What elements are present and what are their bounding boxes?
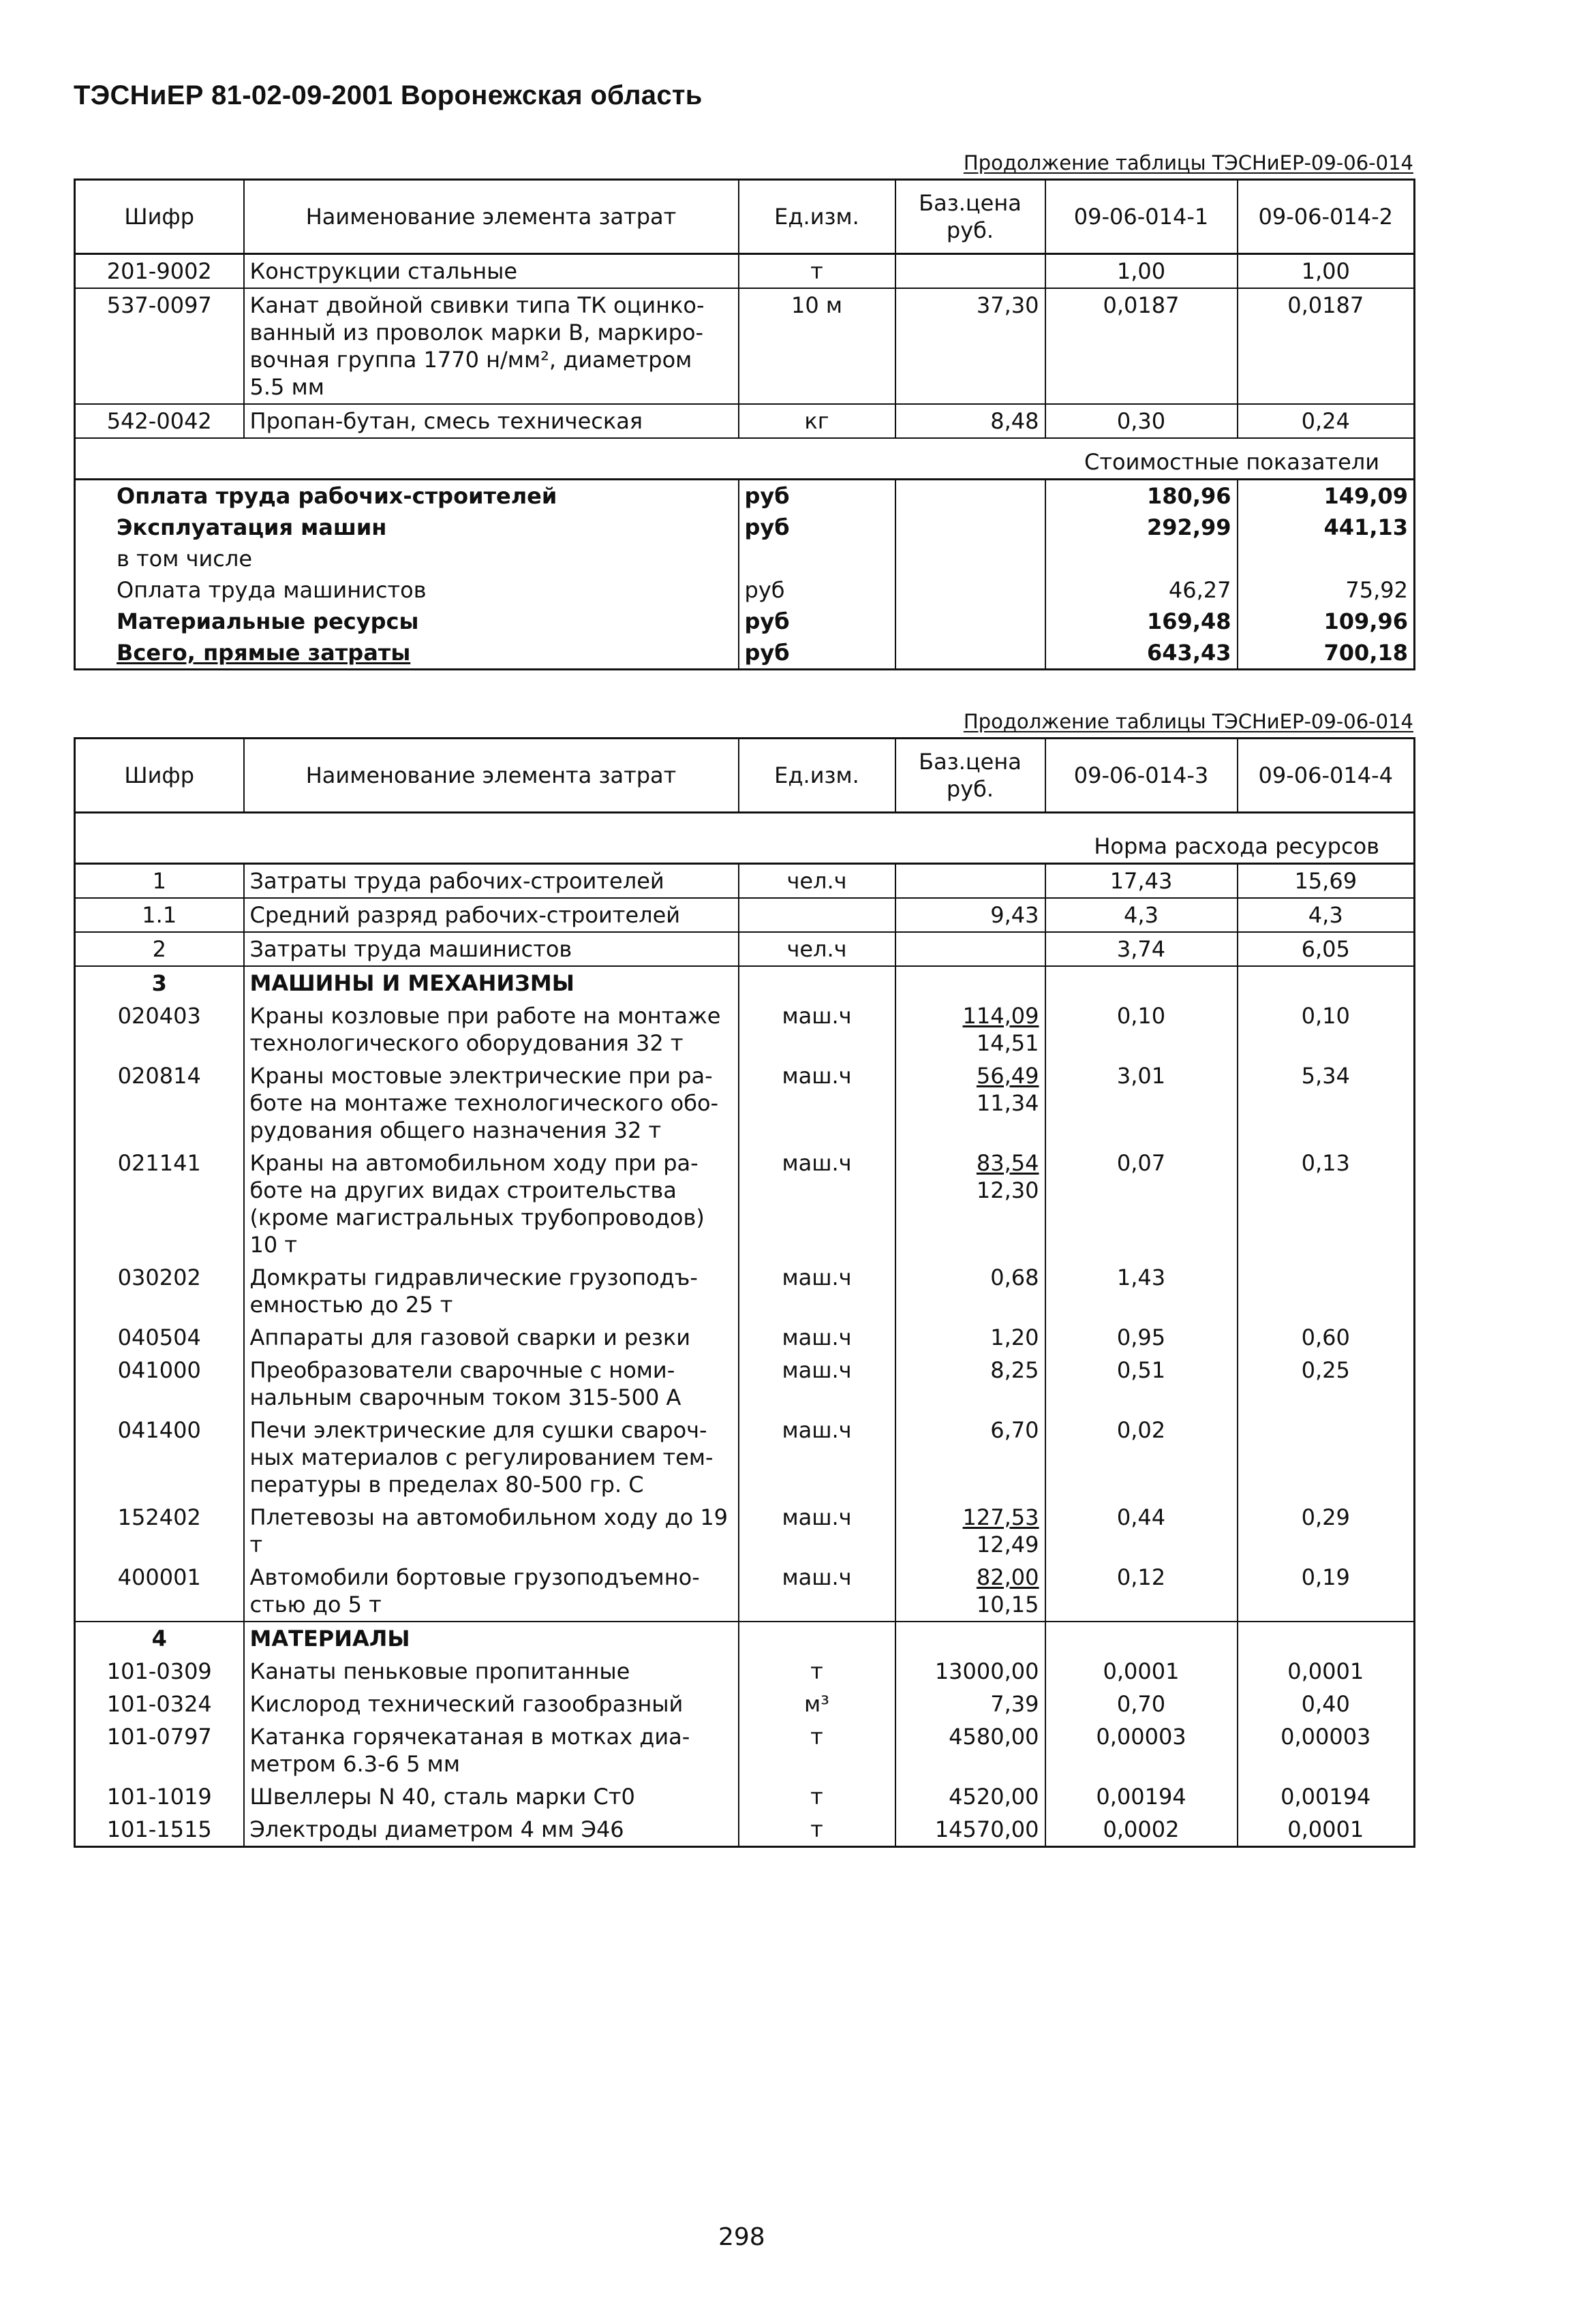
row-price <box>895 1059 1045 1147</box>
row-value: 4,3 <box>1045 898 1238 932</box>
row-name: Печи электрические для сушки свароч-ных материалов с регулированием тем-пературы в пределах 80-500 гр. С <box>244 1414 739 1501</box>
row-price <box>895 932 1045 966</box>
row-name: Затраты труда рабочих-строителей <box>244 864 739 899</box>
section-caption: Норма расхода ресурсов <box>75 813 1415 864</box>
row-price-wage: 12,49 <box>976 1532 1039 1558</box>
summary-row <box>75 574 1415 606</box>
row-price <box>895 1688 1045 1720</box>
summary-value <box>1238 543 1415 574</box>
col-header-code: Шифр <box>75 739 244 813</box>
row-name: Краны мостовые электрические при ра-боте на монтаже технологического обо-рудования общего назначения 32 т <box>244 1059 739 1147</box>
summary-name: Оплата труда рабочих-строителей <box>117 483 557 509</box>
row-code: 101-0324 <box>106 1691 212 1717</box>
col-header-unit: Ед.изм. <box>739 180 895 254</box>
row-name: Электроды диаметром 4 мм Э46 <box>244 1813 739 1847</box>
summary-price <box>895 512 1045 543</box>
row-value: 0,0001 <box>1238 1655 1415 1688</box>
summary-price <box>895 606 1045 637</box>
summary-name: в том числе <box>117 546 252 572</box>
summary-value: 180,96 <box>1045 480 1238 512</box>
row-unit: 10 м <box>739 288 895 404</box>
table-row <box>75 1321 1415 1354</box>
row-price-value: 1,20 <box>990 1324 1039 1350</box>
row-value: 0,25 <box>1238 1354 1415 1414</box>
row-value <box>1238 966 1415 1000</box>
section-caption-row <box>75 438 1415 480</box>
row-value: 0,70 <box>1045 1688 1238 1720</box>
row-price <box>895 1501 1045 1561</box>
table-row <box>75 288 1415 404</box>
row-price-wage: 14,51 <box>976 1030 1039 1056</box>
row-name: Конструкции стальные <box>244 254 739 289</box>
table-row <box>75 1813 1415 1847</box>
row-code: 101-0309 <box>106 1658 212 1684</box>
row-code: 201-9002 <box>106 258 212 284</box>
row-value <box>1238 1622 1415 1655</box>
summary-name: Оплата труда машинистов <box>117 577 427 603</box>
summary-row <box>75 543 1415 574</box>
row-unit: маш.ч <box>739 1000 895 1059</box>
row-name: МАШИНЫ И МЕХАНИЗМЫ <box>244 966 739 1000</box>
row-unit: т <box>739 1720 895 1780</box>
table-row <box>75 864 1415 899</box>
table-row <box>75 1261 1415 1321</box>
row-unit: т <box>739 1655 895 1688</box>
summary-value: 109,96 <box>1238 606 1415 637</box>
resource-table-1 <box>74 179 1415 670</box>
row-value: 1,43 <box>1045 1261 1238 1321</box>
summary-value: 643,43 <box>1045 637 1238 670</box>
row-price-wage: 11,34 <box>976 1090 1039 1116</box>
row-code: 020403 <box>117 1003 201 1029</box>
table-row <box>75 254 1415 289</box>
row-name: Преобразователи сварочные с номи-нальным сварочным током 315-500 А <box>244 1354 739 1414</box>
table-row <box>75 1354 1415 1414</box>
table-row <box>75 1780 1415 1813</box>
summary-price <box>895 574 1045 606</box>
row-price <box>895 1655 1045 1688</box>
row-value: 0,0187 <box>1238 288 1415 404</box>
resource-table-2 <box>74 737 1415 1848</box>
summary-row <box>75 512 1415 543</box>
row-name: Автомобили бортовые грузоподъемно-стью до 5 т <box>244 1561 739 1622</box>
col-header-price: Баз.цена руб. <box>895 180 1045 254</box>
row-price <box>895 254 1045 289</box>
row-unit: чел.ч <box>739 932 895 966</box>
row-unit: маш.ч <box>739 1561 895 1622</box>
row-price <box>895 966 1045 1000</box>
row-code: 400001 <box>117 1564 201 1590</box>
row-price-value: 127,53 <box>962 1504 1039 1530</box>
row-name: Затраты труда машинистов <box>244 932 739 966</box>
row-value: 0,10 <box>1238 1000 1415 1059</box>
col-header-variant: 09-06-014-4 <box>1238 739 1415 813</box>
row-value <box>1045 966 1238 1000</box>
row-value: 5,34 <box>1238 1059 1415 1147</box>
table-row <box>75 1147 1415 1261</box>
row-unit: м³ <box>739 1688 895 1720</box>
row-unit: маш.ч <box>739 1501 895 1561</box>
row-value: 0,07 <box>1045 1147 1238 1261</box>
row-price <box>895 898 1045 932</box>
row-value: 6,05 <box>1238 932 1415 966</box>
row-price: 37,30 <box>895 288 1045 404</box>
table-row <box>75 1561 1415 1622</box>
table-row <box>75 404 1415 438</box>
row-price <box>895 1414 1045 1501</box>
row-name: Канат двойной свивки типа ТК оцинко-ванный из проволок марки В, маркиро-вочная группа 1770 н/мм², диаметром 5.5 мм <box>244 288 739 404</box>
row-value: 3,01 <box>1045 1059 1238 1147</box>
row-price-value: 83,54 <box>976 1150 1039 1176</box>
summary-value: 700,18 <box>1238 637 1415 670</box>
row-value: 0,0187 <box>1045 288 1238 404</box>
row-unit: маш.ч <box>739 1147 895 1261</box>
row-code: 4 <box>75 1622 244 1655</box>
row-name: Кислород технический газообразный <box>244 1688 739 1720</box>
row-name: Плетевозы на автомобильном ходу до 19 т <box>244 1501 739 1561</box>
table-row <box>75 1688 1415 1720</box>
row-price-value: 14570,00 <box>934 1816 1039 1842</box>
row-code: 040504 <box>117 1324 201 1350</box>
summary-unit: руб <box>739 512 895 543</box>
row-price-value: 4520,00 <box>949 1784 1039 1810</box>
row-name: Пропан-бутан, смесь техническая <box>244 404 739 438</box>
summary-unit <box>739 543 895 574</box>
row-value: 0,51 <box>1045 1354 1238 1414</box>
row-code: 101-1019 <box>106 1784 212 1810</box>
section-caption-row <box>75 813 1415 864</box>
row-value: 0,00003 <box>1045 1720 1238 1780</box>
row-unit <box>739 966 895 1000</box>
row-unit <box>739 1622 895 1655</box>
row-name: Швеллеры N 40, сталь марки Ст0 <box>244 1780 739 1813</box>
row-code: 1.1 <box>75 898 244 932</box>
row-value: 0,29 <box>1238 1501 1415 1561</box>
page-title: ТЭСНиЕР 81-02-09-2001 Воронежская область <box>74 80 703 110</box>
col-header-variant: 09-06-014-2 <box>1238 180 1415 254</box>
table-row <box>75 1720 1415 1780</box>
summary-value: 46,27 <box>1045 574 1238 606</box>
row-price-value: 7,39 <box>990 1691 1039 1717</box>
summary-name: Материальные ресурсы <box>117 608 419 634</box>
row-code: 2 <box>75 932 244 966</box>
table-row <box>75 1414 1415 1501</box>
summary-value: 169,48 <box>1045 606 1238 637</box>
row-code: 101-0797 <box>106 1724 212 1750</box>
table-continuation-label: Продолжение таблицы ТЭСНиЕР-09-06-014 <box>963 151 1413 174</box>
summary-value: 292,99 <box>1045 512 1238 543</box>
row-price-wage: 12,30 <box>976 1177 1039 1203</box>
row-price <box>895 1261 1045 1321</box>
table-row <box>75 1501 1415 1561</box>
row-value: 0,24 <box>1238 404 1415 438</box>
row-price <box>895 1000 1045 1059</box>
table-row <box>75 898 1415 932</box>
row-value: 15,69 <box>1238 864 1415 899</box>
row-price <box>895 1720 1045 1780</box>
summary-price <box>895 480 1045 512</box>
row-name: Средний разряд рабочих-строителей <box>244 898 739 932</box>
summary-name: Всего, прямые затраты <box>117 640 411 666</box>
row-code: 021141 <box>117 1150 201 1176</box>
row-price-value: 13000,00 <box>934 1658 1039 1684</box>
row-value <box>1238 1261 1415 1321</box>
row-price-value: 56,49 <box>976 1063 1039 1089</box>
row-name: Домкраты гидравлические грузоподъ-емностью до 25 т <box>244 1261 739 1321</box>
row-name: Катанка горячекатаная в мотках диа-метром 6.3-6 5 мм <box>244 1720 739 1780</box>
row-code: 101-1515 <box>106 1816 212 1842</box>
row-unit: чел.ч <box>739 864 895 899</box>
row-price <box>895 1622 1045 1655</box>
table-row <box>75 1622 1415 1655</box>
row-value: 1,00 <box>1238 254 1415 289</box>
row-unit: т <box>739 254 895 289</box>
summary-unit: руб <box>739 637 895 670</box>
col-header-variant: 09-06-014-3 <box>1045 739 1238 813</box>
row-unit: т <box>739 1780 895 1813</box>
col-header-code: Шифр <box>75 180 244 254</box>
summary-value: 441,13 <box>1238 512 1415 543</box>
row-code: 020814 <box>117 1063 201 1089</box>
row-value: 0,02 <box>1045 1414 1238 1501</box>
row-value: 0,12 <box>1045 1561 1238 1622</box>
row-code: 537-0097 <box>75 288 244 404</box>
row-price <box>895 1147 1045 1261</box>
row-name: Краны козловые при работе на монтаже технологического оборудования 32 т <box>244 1000 739 1059</box>
row-value: 0,0001 <box>1238 1813 1415 1847</box>
summary-row <box>75 480 1415 512</box>
row-name: Аппараты для газовой сварки и резки <box>244 1321 739 1354</box>
row-code: 1 <box>152 868 166 894</box>
table-row <box>75 966 1415 1000</box>
row-unit: маш.ч <box>739 1261 895 1321</box>
row-value <box>1238 1414 1415 1501</box>
row-value: 17,43 <box>1045 864 1238 899</box>
row-price <box>895 1561 1045 1622</box>
row-price-value: 8,25 <box>990 1357 1039 1383</box>
table-row <box>75 1059 1415 1147</box>
row-unit <box>739 898 895 932</box>
col-header-variant: 09-06-014-1 <box>1045 180 1238 254</box>
row-value: 0,30 <box>1045 404 1238 438</box>
col-header-name: Наименование элемента затрат <box>244 739 739 813</box>
summary-row <box>75 637 1415 670</box>
row-unit: кг <box>739 404 895 438</box>
row-price-value: 114,09 <box>962 1003 1039 1029</box>
summary-name: Эксплуатация машин <box>117 514 387 540</box>
row-price-wage: 10,15 <box>976 1592 1039 1617</box>
row-price <box>895 1813 1045 1847</box>
row-unit: маш.ч <box>739 1321 895 1354</box>
row-price-value: 4580,00 <box>949 1724 1039 1750</box>
row-value: 0,44 <box>1045 1501 1238 1561</box>
row-price <box>895 1354 1045 1414</box>
table-row <box>75 1655 1415 1688</box>
row-value: 4,3 <box>1238 898 1415 932</box>
row-price-value: 9,43 <box>990 902 1039 928</box>
row-price <box>895 864 1045 899</box>
row-code: 041000 <box>117 1357 201 1383</box>
table-continuation-label: Продолжение таблицы ТЭСНиЕР-09-06-014 <box>963 710 1413 733</box>
row-price-value: 6,70 <box>990 1417 1039 1443</box>
summary-unit: руб <box>739 480 895 512</box>
row-name: Краны на автомобильном ходу при ра-боте на других видах строительства (кроме магистральных трубопроводов) 10 т <box>244 1147 739 1261</box>
row-name: МАТЕРИАЛЫ <box>244 1622 739 1655</box>
row-value: 0,00194 <box>1045 1780 1238 1813</box>
row-code: 3 <box>75 966 244 1000</box>
col-header-name: Наименование элемента затрат <box>244 180 739 254</box>
row-price: 8,48 <box>895 404 1045 438</box>
row-value: 0,0001 <box>1045 1655 1238 1688</box>
section-caption: Стоимостные показатели <box>75 438 1415 480</box>
table-row <box>75 932 1415 966</box>
summary-price <box>895 637 1045 670</box>
row-unit: маш.ч <box>739 1059 895 1147</box>
row-code: 152402 <box>117 1504 201 1530</box>
row-value: 0,19 <box>1238 1561 1415 1622</box>
summary-value <box>1045 543 1238 574</box>
row-value: 0,0002 <box>1045 1813 1238 1847</box>
row-price-value: 0,68 <box>990 1265 1039 1290</box>
row-value: 0,13 <box>1238 1147 1415 1261</box>
row-code: 041400 <box>117 1417 201 1443</box>
summary-unit: руб <box>739 574 895 606</box>
row-value: 3,74 <box>1045 932 1238 966</box>
row-value: 0,40 <box>1238 1688 1415 1720</box>
row-value: 0,95 <box>1045 1321 1238 1354</box>
row-unit: маш.ч <box>739 1414 895 1501</box>
table-row <box>75 1000 1415 1059</box>
row-unit: маш.ч <box>739 1354 895 1414</box>
row-unit: т <box>739 1813 895 1847</box>
row-value: 0,10 <box>1045 1000 1238 1059</box>
row-code: 542-0042 <box>75 404 244 438</box>
row-value: 0,00003 <box>1238 1720 1415 1780</box>
row-price <box>895 1321 1045 1354</box>
row-value: 0,60 <box>1238 1321 1415 1354</box>
row-value: 1,00 <box>1045 254 1238 289</box>
row-price <box>895 1780 1045 1813</box>
summary-unit: руб <box>739 606 895 637</box>
row-price-value: 82,00 <box>976 1564 1039 1590</box>
summary-value: 75,92 <box>1238 574 1415 606</box>
row-value <box>1045 1622 1238 1655</box>
col-header-unit: Ед.изм. <box>739 739 895 813</box>
row-code: 030202 <box>117 1265 201 1290</box>
row-name: Канаты пеньковые пропитанные <box>244 1655 739 1688</box>
page-number: 298 <box>718 2223 765 2251</box>
row-value: 0,00194 <box>1238 1780 1415 1813</box>
summary-row <box>75 606 1415 637</box>
summary-price <box>895 543 1045 574</box>
summary-value: 149,09 <box>1238 480 1415 512</box>
col-header-price: Баз.цена руб. <box>895 739 1045 813</box>
